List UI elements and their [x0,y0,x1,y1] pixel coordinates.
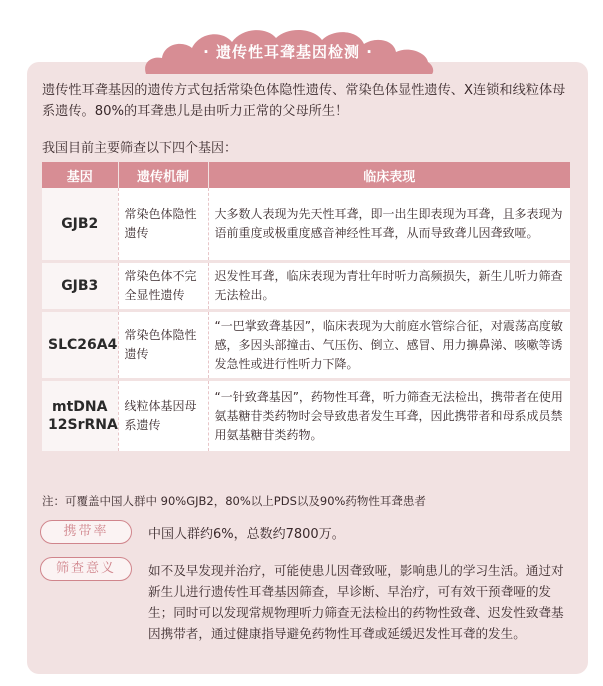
gene-table [42,162,570,454]
table-row [42,262,570,311]
carrier-rate-label: 携带率 [40,520,132,544]
table-header-row [42,162,570,188]
carrier-rate-text: 中国人群约6%，总数约7800万。 [148,527,345,542]
gene-cell: SLC26A4 [42,311,118,380]
clinical-cell: 大多数人表现为先天性耳聋，即一出生即表现为耳聋，且多表现为语前重度或极重度感音神经性耳聋，从而导致聋儿因聋致哑。 [208,188,570,262]
clinical-cell: 迟发性耳聋，临床表现为青壮年时听力高频损失，新生儿听力筛查无法检出。 [208,262,570,311]
mechanism-cell: 常染色体隐性遗传 [118,188,208,262]
page-title: · 遗传性耳聋基因检测 · [203,43,373,61]
table-row [42,188,570,262]
mechanism-cell: 常染色体隐性遗传 [118,311,208,380]
clinical-cell: “一巴掌致聋基因”，临床表现为大前庭水管综合征，对震荡高度敏感，多因头部撞击、气压伤、倒立、感冒、用力擤鼻涕、咳嗽等诱发急性或进行性听力下降。 [208,311,570,380]
header-mechanism: 遗传机制 [118,162,208,188]
gene-cell: GJB2 [42,188,118,262]
footnote: 注：可覆盖中国人群中 90%GJB2，80%以上PDS以及90%药物性耳聋患者 [42,494,426,508]
header-gene: 基因 [42,162,118,188]
table-row [42,311,570,380]
table-row [42,380,570,453]
title-banner [138,22,438,74]
intro-paragraph: 遗传性耳聋基因的遗传方式包括常染色体隐性遗传、常染色体显性遗传、X连锁和线粒体母系遗传。80%的耳聋患儿是由听力正常的父母所生！ [42,83,566,119]
lead-text: 我国目前主要筛查以下四个基因： [42,141,238,156]
screening-significance-text: 如不及早发现并治疗，可能使患儿因聋致哑，影响患儿的学习生活。通过对新生儿进行遗传性耳聋基因筛查，早诊断、早治疗，可有效干预聋哑的发生；同时可以发现常规物理听力筛查无法检出的药物性致聋、迟发性致聋基因携带者，通过健康指导避免药物性耳聋或延缓迟发性耳聋的发生。 [148,563,564,641]
clinical-cell: “一针致聋基因”，药物性耳聋，听力筛查无法检出，携带者在使用氨基糖苷类药物时会导致患者发生耳聋，因此携带者和母系成员禁用氨基糖苷类药物。 [208,380,570,453]
mechanism-cell: 常染色体不完全显性遗传 [118,262,208,311]
mechanism-cell: 线粒体基因母系遗传 [118,380,208,453]
gene-cell: mtDNA 12SrRNA [42,380,118,453]
screening-significance-label: 筛查意义 [40,557,132,581]
gene-cell: GJB3 [42,262,118,311]
header-clinical: 临床表现 [208,162,570,188]
